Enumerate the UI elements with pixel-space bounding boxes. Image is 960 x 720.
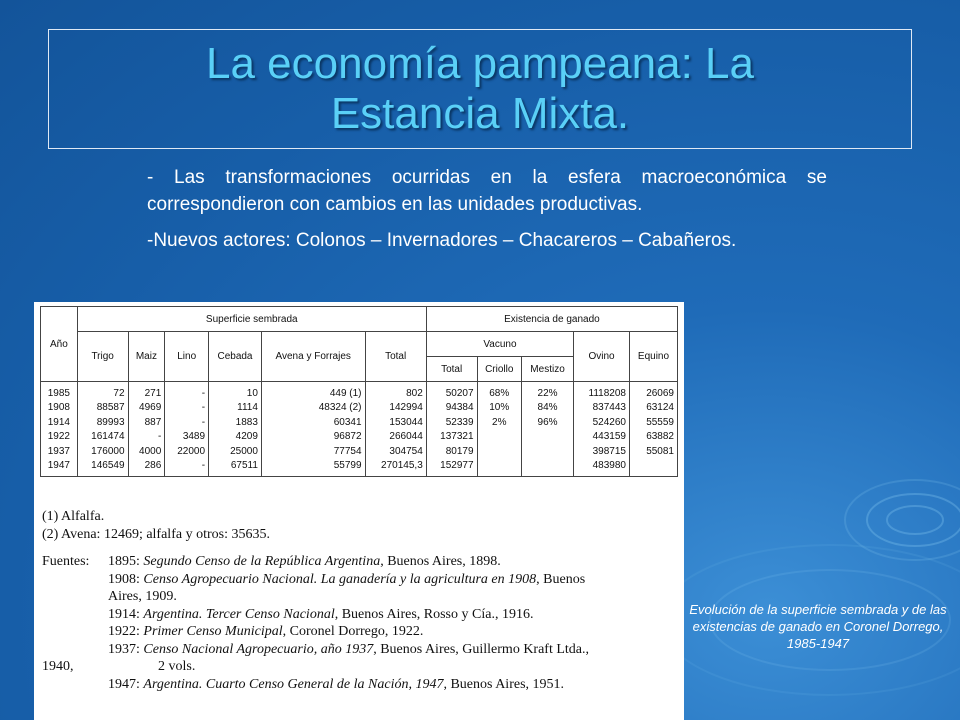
cell-maiz: - (128, 430, 165, 445)
source-1895: Fuentes: 1895: Segundo Censo de la República Argentina, Buenos Aires, 1898. (42, 554, 501, 569)
cell-lino: 22000 (165, 444, 209, 459)
header-mestizo: Mestizo (521, 357, 573, 382)
cell-total: 153044 (365, 415, 426, 430)
table-row (41, 459, 678, 477)
header-vacuno-total: Total (426, 357, 477, 382)
cell-avena: 60341 (261, 415, 365, 430)
cell-total: 304754 (365, 444, 426, 459)
cell-cebada: 10 (209, 382, 262, 401)
cell-ovino: 483980 (574, 459, 630, 477)
table-row (41, 401, 678, 416)
cell-lino: - (165, 382, 209, 401)
livestock-crop-table (40, 306, 678, 477)
header-ganado: Existencia de ganado (426, 307, 677, 332)
cell-cebada: 67511 (209, 459, 262, 477)
header-superficie: Superficie sembrada (77, 307, 426, 332)
cell-criollo (477, 459, 521, 477)
cell-year: 1985 (41, 382, 78, 401)
cell-ovino: 398715 (574, 444, 630, 459)
cell-equino: 55081 (629, 444, 677, 459)
cell-criollo (477, 430, 521, 445)
cell-total: 266044 (365, 430, 426, 445)
cell-maiz: 286 (128, 459, 165, 477)
cell-equino: 55559 (629, 415, 677, 430)
source-1908-cont: Aires, 1909. (108, 589, 177, 604)
cell-trigo: 72 (77, 382, 128, 401)
cell-mestizo (521, 444, 573, 459)
cell-cebada: 1114 (209, 401, 262, 416)
bullet-list (147, 164, 827, 263)
cell-mestizo: 96% (521, 415, 573, 430)
header-cebada: Cebada (209, 332, 262, 382)
cell-mestizo (521, 459, 573, 477)
cell-criollo: 10% (477, 401, 521, 416)
cell-vtotal: 80179 (426, 444, 477, 459)
cell-total: 802 (365, 382, 426, 401)
source-1937: 1937: Censo Nacional Agropecuario, año 1937, Buenos Aires, Guillermo Kraft Ltda., (108, 641, 590, 657)
cell-mestizo: 84% (521, 401, 573, 416)
cell-lino: - (165, 415, 209, 430)
header-equino: Equino (629, 332, 677, 382)
cell-year: 1914 (41, 415, 78, 430)
cell-lino: 3489 (165, 430, 209, 445)
slide-title-line-2: Estancia Mixta. (330, 89, 630, 138)
note-1: (1) Alfalfa. (42, 509, 105, 524)
cell-avena: 55799 (261, 459, 365, 477)
cell-avena: 77754 (261, 444, 365, 459)
cell-trigo: 161474 (77, 430, 128, 445)
header-criollo: Criollo (477, 357, 521, 382)
table-notes (42, 508, 682, 693)
table-row (41, 382, 678, 401)
cell-mestizo (521, 430, 573, 445)
header-trigo: Trigo (77, 332, 128, 382)
cell-total: 270145,3 (365, 459, 426, 477)
source-1908: 1908: Censo Agropecuario Nacional. La ganadería y la agricultura en 1908, Buenos (108, 571, 586, 587)
cell-year: 1908 (41, 401, 78, 416)
cell-vtotal: 94384 (426, 401, 477, 416)
bullet-nuevos-actores: -Nuevos actores: Colonos – Invernadores – Chacareros – Cabañeros. (147, 230, 737, 251)
cell-year: 1922 (41, 430, 78, 445)
cell-ovino: 1118208 (574, 382, 630, 401)
cell-lino: - (165, 401, 209, 416)
cell-trigo: 176000 (77, 444, 128, 459)
header-lino: Lino (165, 332, 209, 382)
cell-criollo: 2% (477, 415, 521, 430)
cell-equino (629, 459, 677, 477)
cell-year: 1937 (41, 444, 78, 459)
bullet-transformaciones: - Las transformaciones ocurridas en la esfera macroeconómica se correspondieron con cambios en las unidades productivas. (147, 167, 827, 215)
cell-avena: 48324 (2) (261, 401, 365, 416)
cell-equino: 63882 (629, 430, 677, 445)
source-1947: 1947: Argentina. Cuarto Censo General de la Nación, 1947, Buenos Aires, 1951. (108, 676, 565, 692)
cell-equino: 26069 (629, 382, 677, 401)
cell-cebada: 1883 (209, 415, 262, 430)
cell-vtotal: 152977 (426, 459, 477, 477)
cell-ovino: 524260 (574, 415, 630, 430)
slide-title-box (48, 29, 912, 149)
cell-total: 142994 (365, 401, 426, 416)
slide-title-line-1: La economía pampeana: La (206, 39, 754, 88)
cell-cebada: 4209 (209, 430, 262, 445)
cell-avena: 449 (1) (261, 382, 365, 401)
cell-avena: 96872 (261, 430, 365, 445)
cell-mestizo: 22% (521, 382, 573, 401)
table-row (41, 415, 678, 430)
cell-trigo: 88587 (77, 401, 128, 416)
cell-criollo: 68% (477, 382, 521, 401)
header-maiz: Maiz (128, 332, 165, 382)
header-avena: Avena y Forrajes (261, 332, 365, 382)
cell-maiz: 887 (128, 415, 165, 430)
figure-caption: Evolución de la superficie sembrada y de las existencias de ganado en Coronel Dorrego, 1985-1947 (689, 602, 947, 651)
header-year: Año (41, 307, 78, 382)
header-total: Total (365, 332, 426, 382)
source-1922: 1922: Primer Censo Municipal, Coronel Dorrego, 1922. (108, 624, 424, 639)
cell-trigo: 89993 (77, 415, 128, 430)
cell-maiz: 4969 (128, 401, 165, 416)
table-row (41, 430, 678, 445)
cell-criollo (477, 444, 521, 459)
cell-vtotal: 52339 (426, 415, 477, 430)
cell-year: 1947 (41, 459, 78, 477)
source-1937-cont: 1940, 2 vols. (42, 659, 196, 674)
table-row (41, 444, 678, 459)
cell-cebada: 25000 (209, 444, 262, 459)
cell-trigo: 146549 (77, 459, 128, 477)
note-2: (2) Avena: 12469; alfalfa y otros: 35635. (42, 526, 270, 542)
cell-lino: - (165, 459, 209, 477)
cell-ovino: 837443 (574, 401, 630, 416)
cell-ovino: 443159 (574, 430, 630, 445)
cell-equino: 63124 (629, 401, 677, 416)
cell-vtotal: 137321 (426, 430, 477, 445)
source-1914: 1914: Argentina. Tercer Censo Nacional, Buenos Aires, Rosso y Cía., 1916. (108, 606, 534, 622)
cell-vtotal: 50207 (426, 382, 477, 401)
header-ovino: Ovino (574, 332, 630, 382)
fuentes-label: Fuentes: (42, 554, 90, 569)
cell-maiz: 4000 (128, 444, 165, 459)
header-vacuno: Vacuno (426, 332, 573, 357)
cell-maiz: 271 (128, 382, 165, 401)
scanned-table-image (34, 302, 684, 720)
